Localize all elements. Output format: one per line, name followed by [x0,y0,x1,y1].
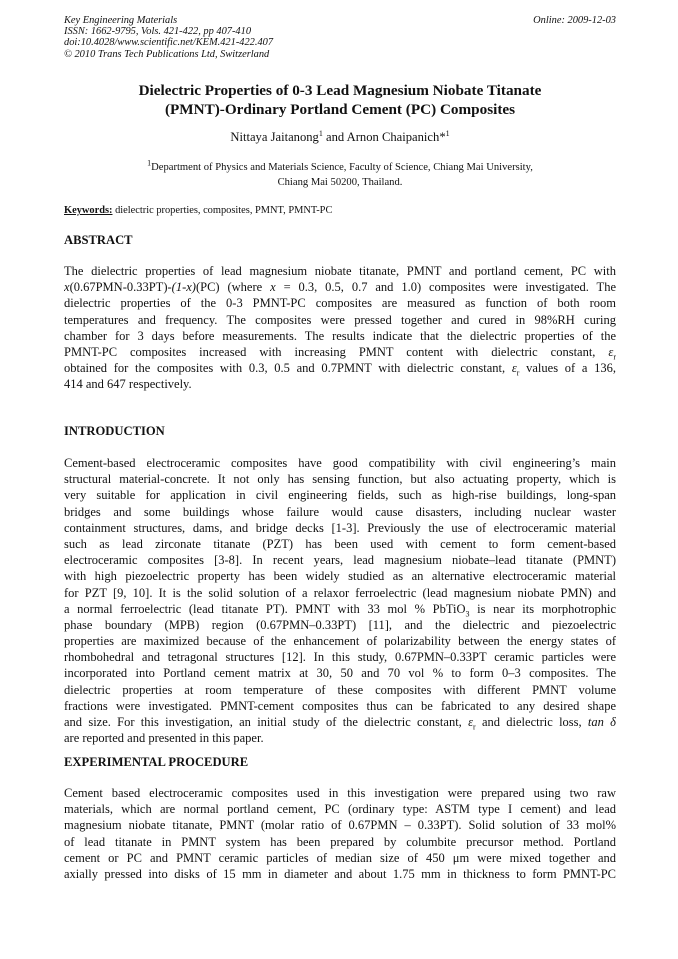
abstract-body [64,263,616,393]
text-run: values of a 136, [519,361,616,376]
keywords-label: Keywords: [64,205,113,216]
text-line: chamber for 3 days before measurements. The results indicate that the dielectric properties of the [64,328,616,343]
text-line: very suitable for application in civil engineering fields, such as high-rise buildings, long-span [64,488,616,503]
keywords-text: dielectric properties, composites, PMNT, PMNT-PC [112,205,333,216]
text-line: magnesium niobate titanate, PMNT (molar ratio of 0.67PMN – 0.33PT). Solid solution of 33 mol% [64,818,616,833]
text-line: properties are maximized because of the enhancement of polarizability between the energy states of [64,634,616,649]
text-line [64,714,616,730]
text-line: are reported and presented in this paper. [64,731,264,746]
subscript: r [473,722,476,731]
epsilon-symbol: ε [468,715,474,729]
journal-header [64,15,616,60]
subscript: r [516,368,520,377]
text-line: The dielectric properties of lead magnesium niobate titanate, PMNT and portland cement, PC with [64,264,616,278]
affil-mark: 1 [147,158,152,168]
text-run: (0.67PMN-0.33PT)- [69,280,172,295]
math-var: x [270,280,276,295]
text-line: phase boundary (MPB) region (0.67PMN–0.33PT) [11], and the dielectric and piezoelectric [64,617,616,632]
abstract-heading: ABSTRACT [64,233,133,247]
author-list [64,130,616,145]
text-line: of lead titanate in PMNT system has been prepared by columbite precursor method. Portland [64,834,616,849]
introduction-body [64,455,616,746]
epsilon-symbol: ε [608,344,614,359]
text-line: containment structures, dams, and bridge decks [1-3]. Previously the use of electroceramic material [64,520,616,535]
online-date: Online: 2009-12-03 [533,15,616,26]
math-var: (1-x) [171,280,196,295]
text-run: obtained for the composites with 0.3, 0.5 and 0.7PMNT with dielectric constant, [64,361,512,376]
text-line [64,344,616,360]
paper-title [64,82,616,119]
text-line: axially pressed into disks of 15 mm in diameter and about 1.75 mm in thickness to form PMNT-PC [64,866,616,881]
affil-line-1: Department of Physics and Materials Science, Faculty of Science, Chiang Mai University, [151,162,533,173]
author-conjunction: and [322,130,347,144]
text-line: cement or PC and PMNT ceramic particles of median size of 450 μm were mixed together and [64,850,616,865]
text-line: incorporated into Portland cement matrix at 30, 50 and 70 vol % to form 0–3 composites. The [64,666,616,681]
text-line: Cement based electroceramic composites used in this investigation were prepared using two raw [64,786,616,800]
journal-issn: ISSN: 1662-9795, Vols. 421-422, pp 407-410 [64,26,252,38]
text-line: fractions were investigated. PMNT-cement composites thus can be fabricated to any desired shape [64,698,616,713]
math-var: x [64,280,70,295]
text-line: bridges and some buildings whose failure would cause disasters, including nuclear waster [64,504,616,519]
text-line [64,279,616,295]
title-line-1: Dielectric Properties of 0-3 Lead Magnesium Niobate Titanate [138,82,542,99]
subscript: 3 [465,609,470,617]
author-1-affil-mark: 1 [318,128,323,138]
text-line: dielectric properties of the 0-3 PMNT-PC composites are measured as function of both room [64,296,616,311]
affil-line-2: Chiang Mai 50200, Thailand. [277,177,403,188]
author-1: Nittaya Jaitanong [230,130,319,144]
experimental-heading: EXPERIMENTAL PROCEDURE [64,755,249,769]
introduction-heading: INTRODUCTION [64,424,165,438]
math-var: tan δ [587,715,616,729]
text-line: dielectric properties at room temperature of these composites with different PMNT volume [64,682,616,697]
text-run: and size. For this investigation, an initial study of the dielectric constant, [64,715,469,729]
epsilon-symbol: ε [511,361,517,376]
affiliation [64,160,616,190]
subscript: r [613,352,616,361]
text-line: materials, which are normal portland cement, PC (ordinary type: ASTM type I cement) and lead [64,802,616,817]
text-line: Cement-based electroceramic composites have good compatibility with civil engineering’s main [64,456,616,470]
text-line: with high piezoelectric property has been widely studied as an alternative electroceramic material [64,569,616,584]
author-2-affil-mark: 1 [445,128,450,138]
text-run: PMNT-PC composites increased with increasing PMNT content with dielectric constant, [64,344,609,359]
text-run: a normal ferroelectric (lead titanate PT). PMNT with 33 mol % PbTiO [64,601,466,616]
text-line: electroceramic composites [3-8]. In recent years, lead magnesium niobate–lead titanate (PMNT) [64,553,616,568]
text-line: structural material-concrete. It not only has sensing function, but also actuating property, which is [64,472,616,487]
text-line [64,360,616,376]
experimental-body [64,785,616,882]
text-line: for PZT [9, 10]. It is the solid solution of a relaxor ferroelectric (lead magnesium niobate PMN) and [64,585,616,600]
journal-name: Key Engineering Materials [64,15,178,26]
journal-doi: doi:10.4028/www.scientific.net/KEM.421-422.407 [64,37,274,49]
text-run: = 0.3, 0.5, 0.7 and 1.0) composites were investigated. The [275,280,616,295]
title-line-2: (PMNT)-Ordinary Portland Cement (PC) Composites [164,100,516,118]
text-line: 414 and 647 respectively. [64,377,192,392]
text-line: such as lead zirconate titanate (PZT) has been used with cement to form cement-based [64,536,616,551]
text-line: rhombohedral and tetragonal structures [12]. In this study, 0.67PMN–0.33PT ceramic particles were [64,650,616,665]
journal-copyright: © 2010 Trans Tech Publications Ltd, Switzerland [64,48,270,60]
keywords [64,204,616,217]
text-run: is near its morphotrophic [469,601,616,616]
text-run: and dielectric loss, [475,715,588,729]
author-2: Arnon Chaipanich* [346,130,446,144]
text-line: temperatures and frequency. The composites were pressed together and cured in 98%RH curing [64,312,616,327]
text-line [64,601,616,617]
text-run: (PC) (where [195,280,271,295]
